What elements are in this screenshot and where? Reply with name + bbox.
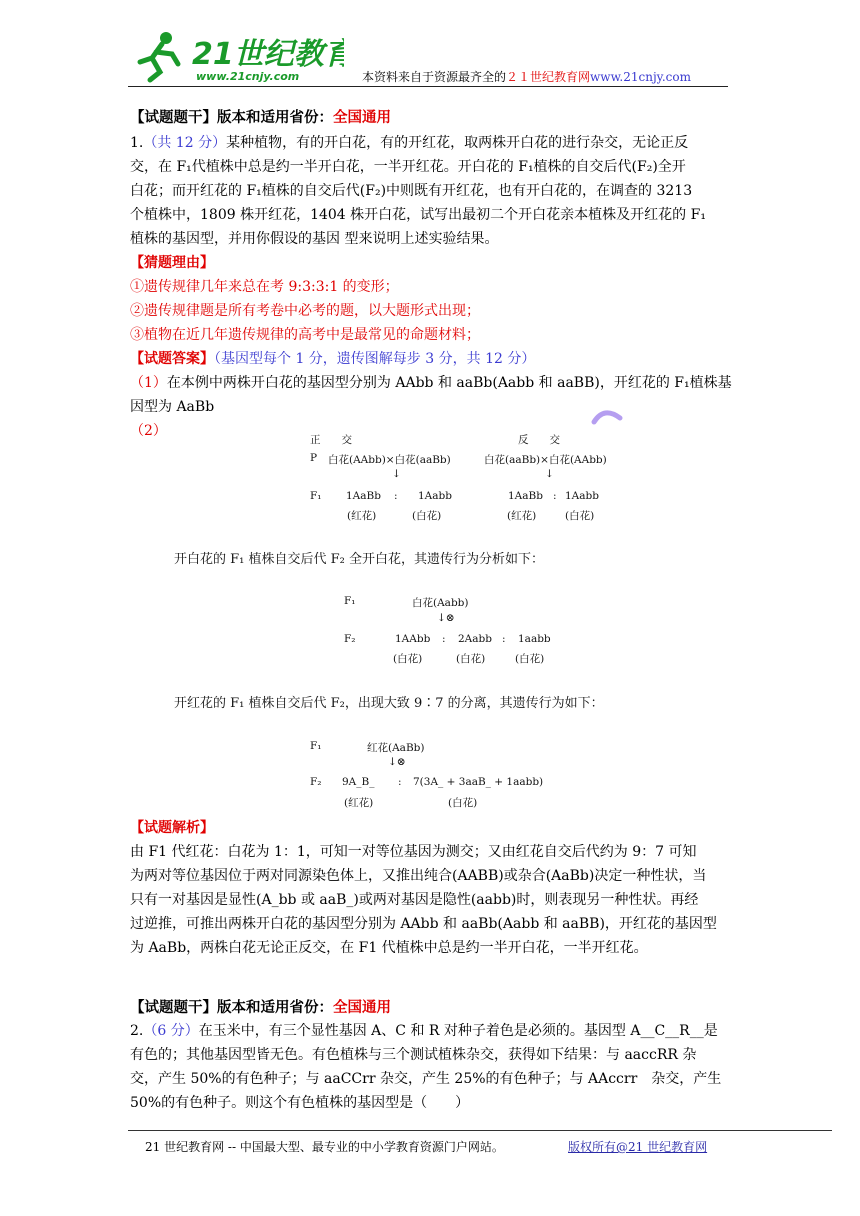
diag1-reverse-label: 反 交 [518,434,560,446]
diag3-c2: 7(3A_ + 3aaB_ + 1aabb) [413,776,544,788]
q1-heading: 【试题题干】版本和适用省份：全国通用 [130,109,391,126]
reason-label: 【猜题理由】 [130,255,214,271]
caption-white-self: 开白花的 F₁ 植株自交后代 F₂ 全开白花，其遗传行为分析如下： [174,552,544,567]
down-arrow-icon: ↓ [545,468,554,480]
diag1-f1-a: 1AaBb [346,490,381,502]
diag2-colon: : [442,633,446,645]
diag3-f2: F₂ [310,776,322,788]
diag1-red: (红花) [507,510,537,522]
diag2-white: (白花) [393,653,423,665]
diag1-colon: : [553,490,557,502]
q2-heading: 【试题题干】版本和适用省份：全国通用 [130,999,391,1016]
diag2-c2: 2Aabb [458,633,492,645]
header-divider [128,86,728,87]
site-logo [134,28,344,86]
diag3-colon: : [398,776,402,788]
diag1-white: (白花) [412,510,442,522]
q2-stem: 2.（6 分）在玉米中，有三个显性基因 A、C 和 R 对种子着色是必须的。基因型 A__C__R__是 有色的；其他基因型皆无色。有色植株与三个测试植株杂交，获得如下结果：与 aaccRR 杂 交，产生 50%的有色种子；与 aaCCrr 杂交，产生 25%的有色种子；与 AAccrr 杂交，产生 50%的有色种子。则这个有色植株的基因型是（ ） [130,1023,722,1111]
diag1-f1-c: 1AaBb [508,490,543,502]
diag2-colon: : [502,633,506,645]
diag2-parent: 白花(Aabb) [412,597,469,609]
self-cross-icon: ↓⊗ [388,756,406,768]
header-tagline: 本资料来自于资源最齐全的２１世纪教育网www.21cnjy.com [362,70,691,84]
diag1-forward-label: 正 交 [310,434,352,446]
caption-red-self: 开红花的 F₁ 植株自交后代 F₂，出现大致 9∶7 的分离，其遗传行为如下： [174,696,604,711]
diag1-f1-d: 1Aabb [565,490,599,502]
diag1-f1: F₁ [310,490,322,502]
header-site-name: ２１世纪教育网 [506,70,591,84]
answer-label: 【试题答案】 [130,351,214,367]
answer-block: 【试题答案】（基因型每个 1 分，遗传图解每步 3 分，共 12 分） （1）在本例中两株开白花的基因型分别为 AAbb 和 aaBb(Aabb 和 aaBB)，开红花的 F₁植株基 因型为 AaBb （2） [130,351,732,439]
diag2-white: (白花) [515,653,545,665]
logo-url: www.21cnjy.com [196,70,300,83]
reason-block: 【猜题理由】 ①遗传规律几年来总在考 9:3:3:1 的变形； ②遗传规律题是所有考卷中必考的题，以大题形式出现； ③植物在近几年遗传规律的高考中是最常见的命题材料； [130,251,480,347]
diag3-parent: 红花(AaBb) [367,742,425,754]
diag1-f1-b: 1Aabb [418,490,452,502]
footer-divider [128,1130,832,1131]
diag1-colon: : [394,490,398,502]
diag2-f1: F₁ [344,595,356,607]
diag1-white: (白花) [565,510,595,522]
q1-stem: 1.（共 12 分）某种植物，有的开白花，有的开红花，取两株开白花的进行杂交，无论正反 交，在 F₁代植株中总是约一半开白花，一半开红花。开白花的 F₁植株的自交后代(F₂)全开 白花；而开红花的 F₁植株的自交后代(F₂)中则既有开红花，也有开白花的，在调查的 3213 个植株中，1809 株开红花，1404 株开白花，试写出最初二个开白花亲本植株及开红花的 F₁ 植株的基因型，并用你假设的基因 型来说明上述实验结果。 [130,135,706,247]
footer-text: 21 世纪教育网 -- 中国最大型、最专业的中小学教育资源门户网站。 [145,1140,504,1154]
diag3-f1: F₁ [310,740,322,752]
watermark-arc-icon [590,404,626,426]
diag3-red: (红花) [344,797,374,809]
analysis-block: 【试题解析】 由 F1 代红花：白花为 1：1，可知一对等位基因为测交；又由红花自交后代约为 9：7 可知 为两对等位基因位于两对同源染色体上，又推出纯合(AABB)或杂合(AaBb)决定一种性状，当 只有一对基因是显性(A_bb 或 aaB_)或两对基因是隐性(aabb)时，则表现另一种性状。再经 过逆推，可推出两株开白花的基因型分别为 AAbb 和 aaBb(Aabb 和 aaBB)，开红花的基因型 为 AaBb，两株白花无论正反交，在 F1 代植株中总是约一半开白花，一半开红花。 [130,816,742,960]
diag1-p-right: 白花(aaBb)×白花(AAbb) [484,454,607,466]
diag2-f2: F₂ [344,633,356,645]
header-url-link[interactable]: www.21cnjy.com [590,70,691,84]
analysis-label: 【试题解析】 [130,820,214,836]
diag1-p: P [310,452,318,464]
footer-copyright-link[interactable]: 版权所有@21 世纪教育网 [568,1140,708,1154]
diag1-red: (红花) [347,510,377,522]
diag2-c3: 1aabb [518,633,551,645]
diag2-c1: 1AAbb [395,633,431,645]
diag3-white: (白花) [448,797,478,809]
runner-logo-icon [134,28,344,86]
down-arrow-icon: ↓ [392,468,401,480]
logo-text: 21世纪教育 [192,37,344,72]
self-cross-icon: ↓⊗ [437,612,455,624]
diag3-c1: 9A_B_ [342,776,375,788]
diag2-white: (白花) [456,653,486,665]
diag1-p-left: 白花(AAbb)×白花(aaBb) [328,454,451,466]
